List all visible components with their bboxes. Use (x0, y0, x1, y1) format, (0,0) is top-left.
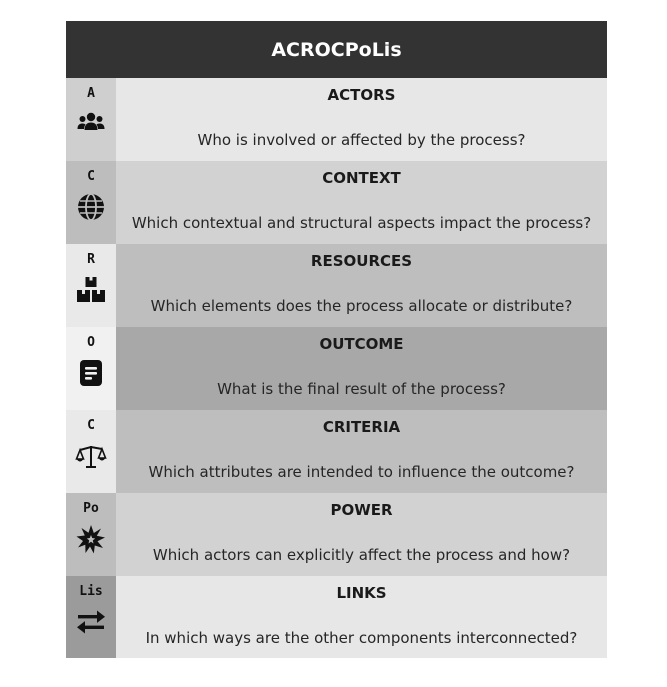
row-criteria (66, 410, 607, 493)
row-content (116, 78, 607, 161)
row-abbreviation: C (87, 169, 95, 184)
row-title: OUTCOME (319, 335, 404, 353)
row-actors (66, 78, 607, 161)
icon-cell (66, 78, 116, 161)
boxes-icon (75, 274, 107, 306)
row-question: Which attributes are intended to influence the outcome? (148, 463, 575, 481)
row-power (66, 493, 607, 576)
row-title: ACTORS (327, 86, 396, 104)
people-group-icon (75, 108, 107, 140)
row-abbreviation: Po (83, 501, 99, 516)
document-icon (75, 357, 107, 389)
icon-cell (66, 244, 116, 327)
row-title: POWER (330, 501, 393, 519)
row-question: Which contextual and structural aspects impact the process? (131, 214, 592, 232)
row-links (66, 576, 607, 658)
icon-cell (66, 493, 116, 576)
scale-icon (75, 440, 107, 472)
row-abbreviation: O (87, 335, 95, 350)
row-resources (66, 244, 607, 327)
row-abbreviation: Lis (79, 584, 103, 599)
row-abbreviation: A (87, 86, 95, 101)
row-title: CRITERIA (322, 418, 401, 436)
burst-icon (75, 523, 107, 555)
icon-cell (66, 161, 116, 244)
row-outcome (66, 327, 607, 410)
row-content (116, 410, 607, 493)
globe-icon (75, 191, 107, 223)
row-abbreviation: C (87, 418, 95, 433)
icon-cell (66, 410, 116, 493)
row-content (116, 327, 607, 410)
icon-cell (66, 327, 116, 410)
row-abbreviation: R (87, 252, 95, 267)
row-title: CONTEXT (322, 169, 401, 187)
row-content (116, 493, 607, 576)
row-question: In which ways are the other components interconnected? (145, 629, 578, 647)
row-question: Which elements does the process allocate or distribute? (150, 297, 573, 315)
row-content (116, 244, 607, 327)
row-question: What is the final result of the process? (217, 380, 506, 398)
row-question: Who is involved or affected by the process? (197, 131, 526, 149)
row-content (116, 161, 607, 244)
table-title: ACROCPoLis (66, 21, 607, 78)
icon-cell (66, 576, 116, 658)
row-title: LINKS (336, 584, 387, 602)
row-context (66, 161, 607, 244)
acrocpolis-table (66, 21, 607, 658)
row-content (116, 576, 607, 658)
row-title: RESOURCES (310, 252, 413, 270)
exchange-arrows-icon (75, 606, 107, 638)
row-question: Which actors can explicitly affect the process and how? (152, 546, 571, 564)
